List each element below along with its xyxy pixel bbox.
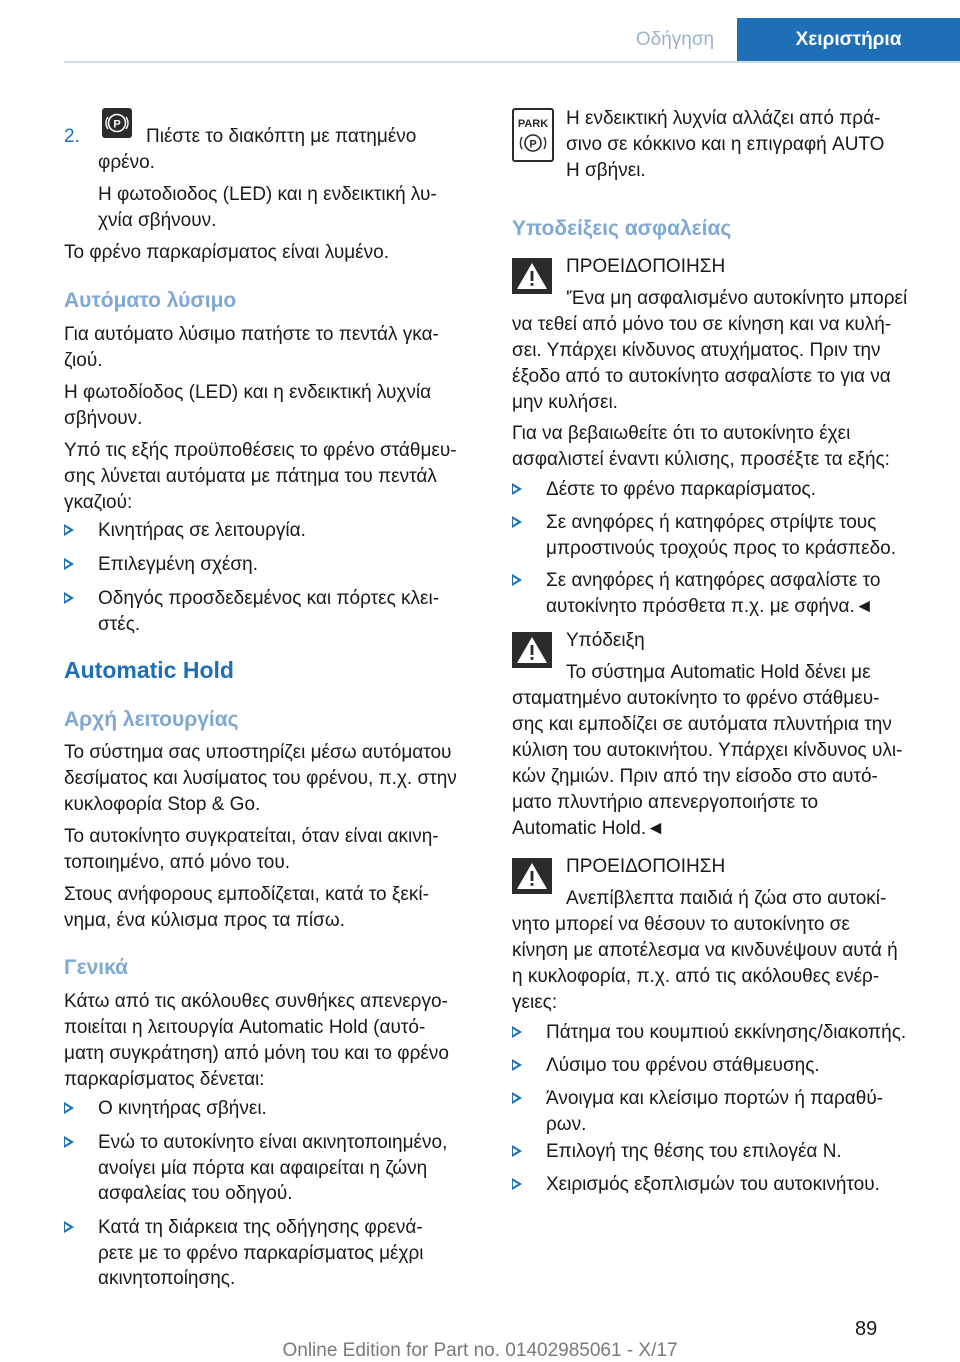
parking-brake-switch-icon: [102, 108, 132, 138]
list-item: Ο κινητήρας σβήνει.: [64, 1096, 478, 1122]
note-l5: κών ζημιών. Πριν από την είσοδο στο αυτό‐: [512, 766, 878, 787]
note-l6: ματο πλυντήριο απενεργοποιήστε το: [512, 792, 819, 813]
bullet-triangle-icon: [64, 592, 74, 604]
general-heading: Γενικά: [64, 956, 129, 979]
step-number: 2.: [64, 126, 80, 147]
park-line3: H σβήνει.: [566, 160, 646, 181]
bullet-triangle-icon: [512, 1026, 522, 1038]
bullet-triangle-icon: [512, 483, 522, 495]
auto-release-p3-l2: σης λύνεται αυτόματα με πάτημα του πεντάλ: [64, 466, 437, 487]
warning1-title: ΠΡΟΕΙΔΟΠΟΙΗΣΗ: [566, 256, 726, 277]
warning2-title: ΠΡΟΕΙΔΟΠΟΙΗΣΗ: [566, 856, 726, 877]
auto-release-p3-l1: Υπό τις εξής προϋποθέσεις το φρένο στάθμευ‐: [64, 440, 457, 461]
bullet-triangle-icon: [512, 574, 522, 586]
warning2-l5: γειες:: [512, 992, 558, 1013]
general-p1-l4: παρκαρίσματος δένεται:: [64, 1069, 265, 1090]
bullet-triangle-icon: [512, 1178, 522, 1190]
bullet-triangle-icon: [512, 1145, 522, 1157]
principle-p2-l2: τοποιημένο, από μόνο του.: [64, 852, 291, 873]
bullet-triangle-icon: [512, 1059, 522, 1071]
list-item: Κατά τη διάρκεια της οδήγησης φρενά‐ ρετε με το φρένο παρκαρίσματος μέχρι ακινητοποίησης.: [64, 1215, 478, 1292]
warning1-l5: μην κυλήσει.: [512, 392, 618, 413]
warning1-l4: έξοδο από το αυτοκίνητο ασφαλίστε το για να: [512, 366, 891, 387]
footer-edition: Online Edition for Part no. 01402985061 - X/17: [282, 1340, 678, 1361]
note-l1: Το σύστημα Automatic Hold δένει με: [566, 662, 871, 683]
principle-p2-l1: Το αυτοκίνητο συγκρατείται, όταν είναι ακινη‐: [64, 826, 439, 847]
header-divider: [64, 61, 960, 63]
warning1-p2-l2: ασφαλιστεί έναντι κύλισης, προσέξτε τα εξής:: [512, 449, 890, 470]
note-l2: σταματημένο αυτοκίνητο το φρένο στάθμευ‐: [512, 688, 880, 709]
warning-triangle-icon: [512, 258, 552, 294]
warning2-l1: Ανεπίβλεπτα παιδιά ή ζώα στο αυτοκί‐: [566, 888, 887, 909]
park-indicator-icon: [512, 108, 554, 162]
end-mark: ◄: [854, 595, 874, 617]
principle-p1-l1: Το σύστημα σας υποστηρίζει μέσω αυτόματου: [64, 742, 452, 763]
list-item: Χειρισμός εξοπλισμών του αυτοκινήτου.: [512, 1172, 932, 1198]
end-mark: ◄: [646, 818, 665, 839]
svg-text:P: P: [529, 138, 537, 151]
bullet-triangle-icon: [512, 1092, 522, 1104]
general-p1-l3: ματη συγκράτηση) από μόνη του και το φρένο: [64, 1043, 449, 1064]
warning-triangle-icon: [512, 858, 552, 894]
bullet-triangle-icon: [64, 1136, 74, 1148]
list-item: Δέστε το φρένο παρκαρίσματος.: [512, 477, 932, 503]
principle-p3-l2: νημα, ένα κύλισμα προς τα πίσω.: [64, 910, 345, 931]
auto-release-heading: Αυτόματο λύσιμο: [64, 289, 237, 312]
page-number: 89: [855, 1318, 878, 1340]
list-item: Άνοιγμα και κλείσιμο πορτών ή παραθύ‐ ρων.: [512, 1086, 932, 1137]
list-item: Επιλεγμένη σχέση.: [64, 552, 478, 578]
note-title: Υπόδειξη: [566, 630, 645, 651]
step2-note-line1: Η φωτοδιοδος (LED) και η ενδεικτική λυ‐: [98, 184, 437, 205]
step2-line2: φρένο.: [98, 152, 155, 173]
header-chapter-tab: Χειριστήρια: [737, 18, 960, 62]
list-item: Λύσιμο του φρένου στάθμευσης.: [512, 1053, 932, 1079]
warning1-l2: να τεθεί από μόνο του σε κίνηση και να κυλή‐: [512, 314, 892, 335]
auto-release-p1-l2: ζιού.: [64, 350, 103, 371]
auto-release-p2-l2: σβήνουν.: [64, 408, 143, 429]
warning2-l2: νητο μπορεί να θέσουν το αυτοκίνητο σε: [512, 914, 850, 935]
svg-text:P: P: [113, 118, 121, 131]
bullet-triangle-icon: [64, 1221, 74, 1233]
list-item: Ενώ το αυτοκίνητο είναι ακινητοποιημένο, ανοίγει μία πόρτα και αφαιρείται η ζώνη ασφαλείας του οδηγού.: [64, 1130, 478, 1207]
bullet-triangle-icon: [64, 524, 74, 536]
warning2-l3: κίνηση με αποτέλεσμα να κινδυνέψουν αυτά ή: [512, 940, 898, 961]
bullet-triangle-icon: [64, 558, 74, 570]
note-l4: κύλιση του αυτοκινήτου. Υπάρχει κίνδυνος υλι‐: [512, 740, 903, 761]
principle-p3-l1: Στους ανήφορους εμποδίζεται, κατά το ξεκί‐: [64, 884, 429, 905]
list-item: Σε ανηφόρες ή κατηφόρες ασφαλίστε το αυτοκίνητο πρόσθετα π.χ. με σφήνα.◄: [512, 568, 932, 619]
list-item: Κινητήρας σε λειτουργία.: [64, 518, 478, 544]
bullet-triangle-icon: [512, 516, 522, 528]
safety-heading: Υποδείξεις ασφαλείας: [512, 217, 732, 240]
park-icon-label: PARK: [517, 118, 549, 130]
warning1-l1: 'Ένα μη ασφαλισμένο αυτοκίνητο μπορεί: [566, 288, 908, 309]
park-line1: Η ενδεικτική λυχνία αλλάζει από πρά‐: [566, 108, 881, 129]
auto-release-p2-l1: Η φωτοδίοδος (LED) και η ενδεικτική λυχνία: [64, 382, 432, 403]
list-item: Επιλογή της θέσης του επιλογέα N.: [512, 1139, 932, 1165]
note-l7: Automatic Hold.◄: [512, 818, 665, 839]
general-p1-l1: Κάτω από τις ακόλουθες συνθήκες απενεργο‐: [64, 991, 448, 1012]
note-triangle-icon: [512, 632, 552, 668]
brake-released-text: Το φρένο παρκαρίσματος είναι λυμένο.: [64, 242, 389, 263]
step2-note-line2: χνία σβήνουν.: [98, 210, 217, 231]
list-item: Σε ανηφόρες ή κατηφόρες στρίψτε τους μπροστινούς τροχούς προς το κράσπεδο.: [512, 510, 932, 561]
list-item: Οδηγός προσδεδεμένος και πόρτες κλει‐ στές.: [64, 586, 478, 637]
park-line2: σινο σε κόκκινο και η επιγραφή AUTO: [566, 134, 885, 155]
automatic-hold-heading: Automatic Hold: [64, 657, 234, 683]
warning1-l3: σει. Υπάρχει κίνδυνος ατυχήματος. Πριν την: [512, 340, 881, 361]
step2-line1: Πιέστε το διακόπτη με πατημένο: [146, 126, 417, 147]
principle-p1-l2: δεσίματος και λυσίματος του φρένου, π.χ. στην: [64, 768, 457, 789]
header-section-tab: Οδήγηση: [635, 29, 715, 50]
note-l3: σης και εμποδίζει σε αυτόματα πλυντήρια την: [512, 714, 892, 735]
principle-p1-l3: κυκλοφορία Stop & Go.: [64, 794, 261, 815]
warning2-l4: η κυκλοφορία, π.χ. από τις ακόλουθες ενέρ‐: [512, 966, 880, 987]
general-p1-l2: ποιείται η λειτουργία Automatic Hold (αυτό‐: [64, 1017, 426, 1038]
warning1-p2-l1: Για να βεβαιωθείτε ότι το αυτοκίνητο έχει: [512, 423, 851, 444]
bullet-triangle-icon: [64, 1102, 74, 1114]
principle-heading: Αρχή λειτουργίας: [64, 708, 239, 731]
auto-release-p3-l3: γκαζιού:: [64, 492, 133, 513]
auto-release-p1-l1: Για αυτόματο λύσιμο πατήστε το πεντάλ γκα‐: [64, 324, 439, 345]
list-item: Πάτημα του κουμπιού εκκίνησης/διακοπής.: [512, 1020, 932, 1046]
